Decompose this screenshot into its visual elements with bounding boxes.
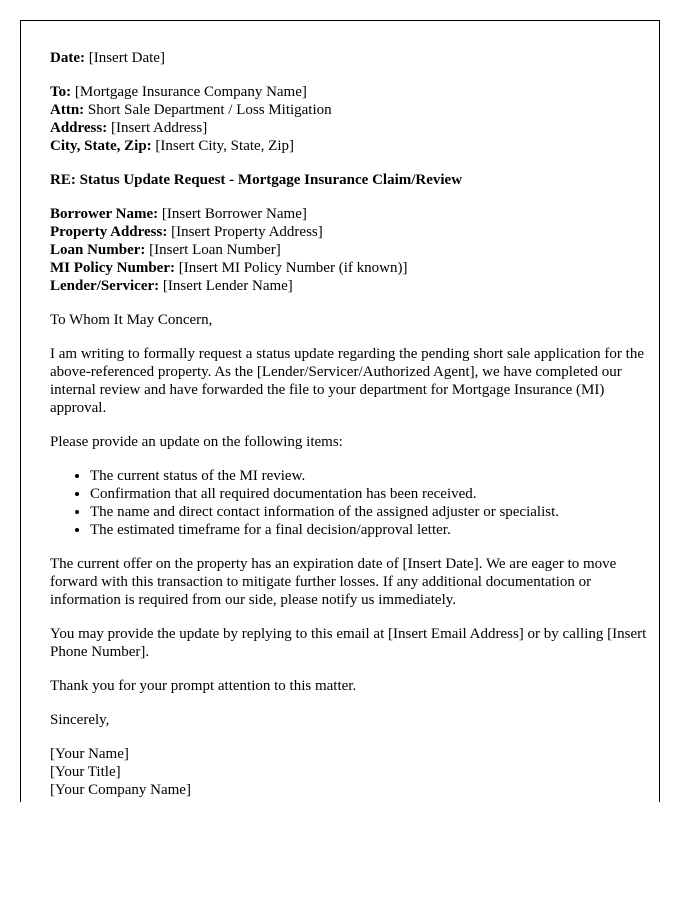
salutation: To Whom It May Concern,: [50, 312, 213, 328]
lender-value: [Insert Lender Name]: [159, 278, 293, 294]
lender-label: Lender/Servicer:: [50, 278, 160, 294]
letter-body: [50, 49, 650, 799]
list-item: • The current status of the MI review.: [90, 467, 650, 485]
policy-value: [Insert MI Policy Number (if known)]: [174, 260, 408, 276]
date-line: [50, 49, 650, 67]
signature-company: [Your Company Name]: [50, 782, 191, 798]
address-value: [Insert Address]: [107, 120, 208, 136]
date-label: Date:: [50, 50, 85, 66]
borrower-value: [Insert Borrower Name]: [158, 206, 307, 222]
list-item: • The name and direct contact information of the assigned adjuster or specialist.: [90, 503, 650, 521]
borrower-label: Borrower Name:: [50, 206, 159, 222]
date-value: [Insert Date]: [84, 50, 165, 66]
to-value: [Mortgage Insurance Company Name]: [71, 84, 307, 100]
address-label: Address:: [50, 120, 108, 136]
paragraph-contact: You may provide the update by replying to this email at [Insert Email Address] or by calling [Insert Phone Number].: [50, 626, 647, 660]
closing: Sincerely,: [50, 712, 110, 728]
letter-page: [20, 20, 660, 802]
details-block: [50, 205, 650, 295]
paragraph-items-intro: Please provide an update on the following items:: [50, 434, 343, 450]
city-state-zip-value: [Insert City, State, Zip]: [151, 138, 295, 154]
property-label: Property Address:: [50, 224, 168, 240]
property-value: [Insert Property Address]: [167, 224, 323, 240]
list-item: • The estimated timeframe for a final decision/approval letter.: [90, 521, 650, 539]
list-item: • Confirmation that all required documentation has been received.: [90, 485, 650, 503]
recipient-block: [50, 83, 650, 155]
loan-value: [Insert Loan Number]: [145, 242, 281, 258]
subject-text: RE: Status Update Request - Mortgage Insurance Claim/Review: [50, 172, 463, 188]
paragraph-thanks: Thank you for your prompt attention to this matter.: [50, 678, 357, 694]
city-state-zip-label: City, State, Zip:: [50, 138, 152, 154]
loan-label: Loan Number:: [50, 242, 146, 258]
signature-block: [50, 745, 650, 799]
subject-line: [50, 171, 650, 189]
paragraph-offer: The current offer on the property has an expiration date of [Insert Date]. We are eager to move forward with this transaction to mitigate further losses. If any additional documentation or information is required from our side, please notify us immediately.: [50, 556, 617, 608]
attn-label: Attn:: [50, 102, 85, 118]
to-label: To:: [50, 84, 72, 100]
signature-title: [Your Title]: [50, 764, 121, 780]
policy-label: MI Policy Number:: [50, 260, 175, 276]
signature-name: [Your Name]: [50, 746, 129, 762]
request-items-list: [50, 467, 650, 539]
attn-value: Short Sale Department / Loss Mitigation: [84, 102, 332, 118]
paragraph-request: I am writing to formally request a status update regarding the pending short sale application for the above-referenced property. As the [Lender/Servicer/Authorized Agent], we have completed our internal review and have forwarded the file to your department for Mortgage Insurance (MI) approval.: [50, 346, 644, 416]
